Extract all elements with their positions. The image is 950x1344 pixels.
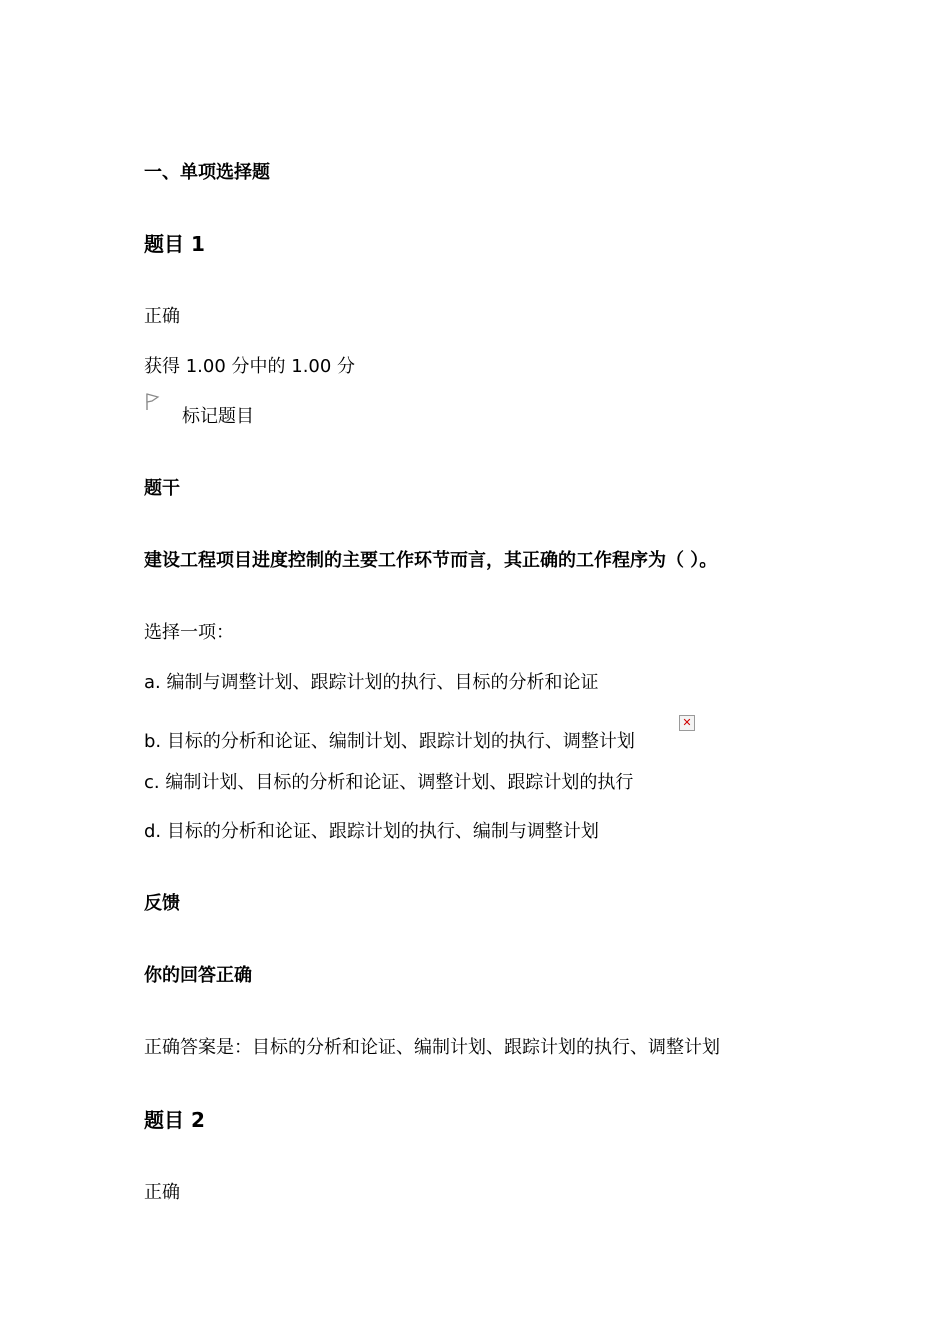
question-1-score: 获得 1.00 分中的 1.00 分 [144,356,356,377]
question-stem-heading: 题干 [144,478,180,499]
option-a[interactable]: a. 编制与调整计划、跟踪计划的执行、目标的分析和论证 [144,672,599,693]
flag-icon[interactable] [145,393,161,411]
correct-answer: 正确答案是：目标的分析和论证、编制计划、跟踪计划的执行、调整计划 [144,1037,720,1058]
feedback-heading: 反馈 [144,893,180,914]
question-stem: 建设工程项目进度控制的主要工作环节而言，其正确的工作程序为（ ）。 [144,550,718,571]
question-2-title: 题目 2 [144,1108,205,1132]
option-d[interactable]: d. 目标的分析和论证、跟踪计划的执行、编制与调整计划 [144,821,599,842]
question-1-title: 题目 1 [144,232,205,256]
question-2-status: 正确 [144,1182,180,1203]
question-1-status: 正确 [144,306,180,327]
flag-question-link[interactable]: 标记题目 [182,406,254,427]
section-title: 一、单项选择题 [144,162,270,183]
option-b[interactable]: b. 目标的分析和论证、编制计划、跟踪计划的执行、调整计划 [144,731,635,752]
option-c[interactable]: c. 编制计划、目标的分析和论证、调整计划、跟踪计划的执行 [144,772,634,793]
choose-one-prompt: 选择一项： [144,622,234,643]
feedback-result: 你的回答正确 [144,965,252,986]
broken-image-x-icon: ✕ [679,715,695,731]
